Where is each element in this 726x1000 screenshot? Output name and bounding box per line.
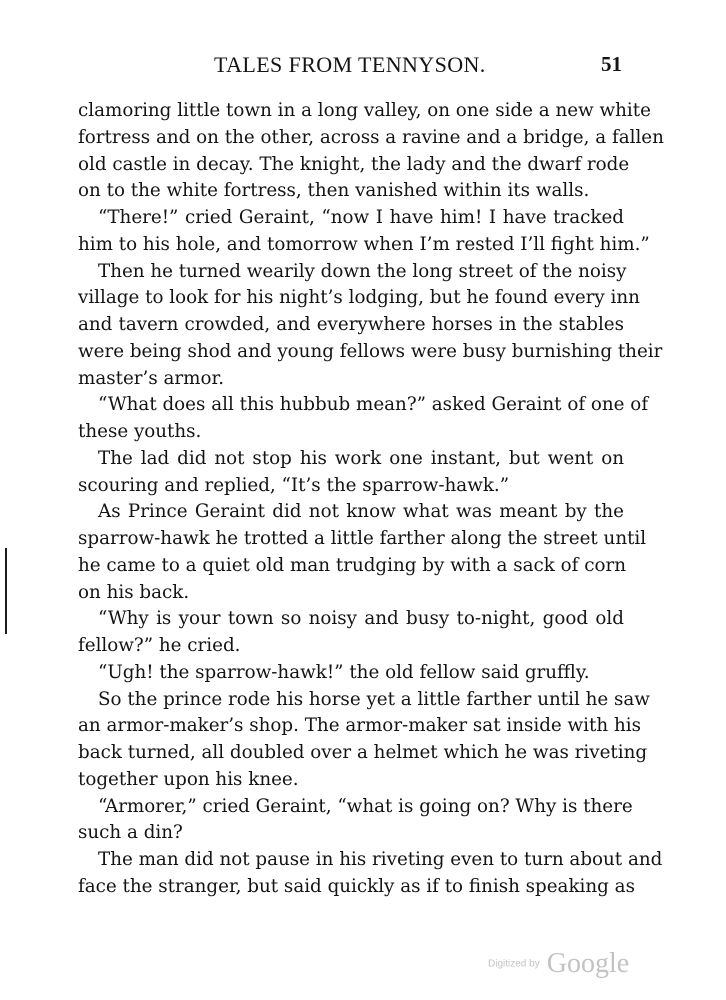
page-number: 51 [601,52,622,76]
text-line: fellow?” he cried. [78,635,241,656]
text-line: and tavern crowded, and everywhere horses in the stables [78,314,624,335]
text-line: “Armorer,” cried Geraint, “what is going on? Why is there [98,795,633,817]
page-header [78,52,624,80]
text-line: “Why is your town so noisy and busy to-night, good old [98,608,624,630]
text-line: these youths. [78,421,202,442]
text-line: The man did not pause in his riveting even to turn about and [98,849,663,870]
margin-scan-mark [5,548,7,634]
text-line: on to the white fortress, then vanished within its walls. [78,180,590,202]
text-line: Then he turned wearily down the long street of the noisy [98,260,627,282]
text-line: old castle in decay. The knight, the lady and the dwarf rode [78,153,630,175]
text-line: fortress and on the other, across a ravine and a bridge, a fallen [78,126,664,148]
text-line: such a din? [78,822,183,844]
google-logo: Google [546,948,630,979]
text-line: on his back. [78,581,190,603]
text-line: face the stranger, but said quickly as if to finish speaking as [78,875,635,897]
text-line: master’s armor. [78,367,225,389]
text-line: The lad did not stop his work one instant, but went on [98,447,624,469]
text-line: So the prince rode his horse yet a little farther until he saw [98,688,650,710]
text-line: “Ugh! the sparrow-hawk!” the old fellow said gruffly. [98,661,590,683]
text-line: village to look for his night’s lodging, but he found every inn [78,287,640,309]
text-line: back turned, all doubled over a helmet which he was riveting [78,742,648,763]
text-line: scouring and replied, “It’s the sparrow-hawk.” [78,474,510,496]
text-line: “There!” cried Geraint, “now I have him! I have tracked [98,207,624,228]
text-line: were being shod and young fellows were busy burnishing their [78,340,663,362]
body-text [78,98,664,901]
watermark-label: Digitized by [488,958,540,970]
text-line: sparrow-hawk he trotted a little farther along the street until [78,528,647,549]
text-line: he came to a quiet old man trudging by with a sack of corn [78,554,626,576]
text-line: together upon his knee. [78,768,299,790]
text-line: “What does all this hubbub mean?” asked Geraint of one of [98,394,649,416]
text-line: As Prince Geraint did not know what was meant by the [98,501,624,523]
text-line: an armor-maker’s shop. The armor-maker sat inside with his [78,715,641,737]
text-line: clamoring little town in a long valley, on one side a new white [78,100,651,121]
digitized-watermark [488,948,629,980]
running-title: TALES FROM TENNYSON. [214,52,486,77]
text-line: him to his hole, and tomorrow when I’m rested I’ll fight him.” [78,233,650,255]
